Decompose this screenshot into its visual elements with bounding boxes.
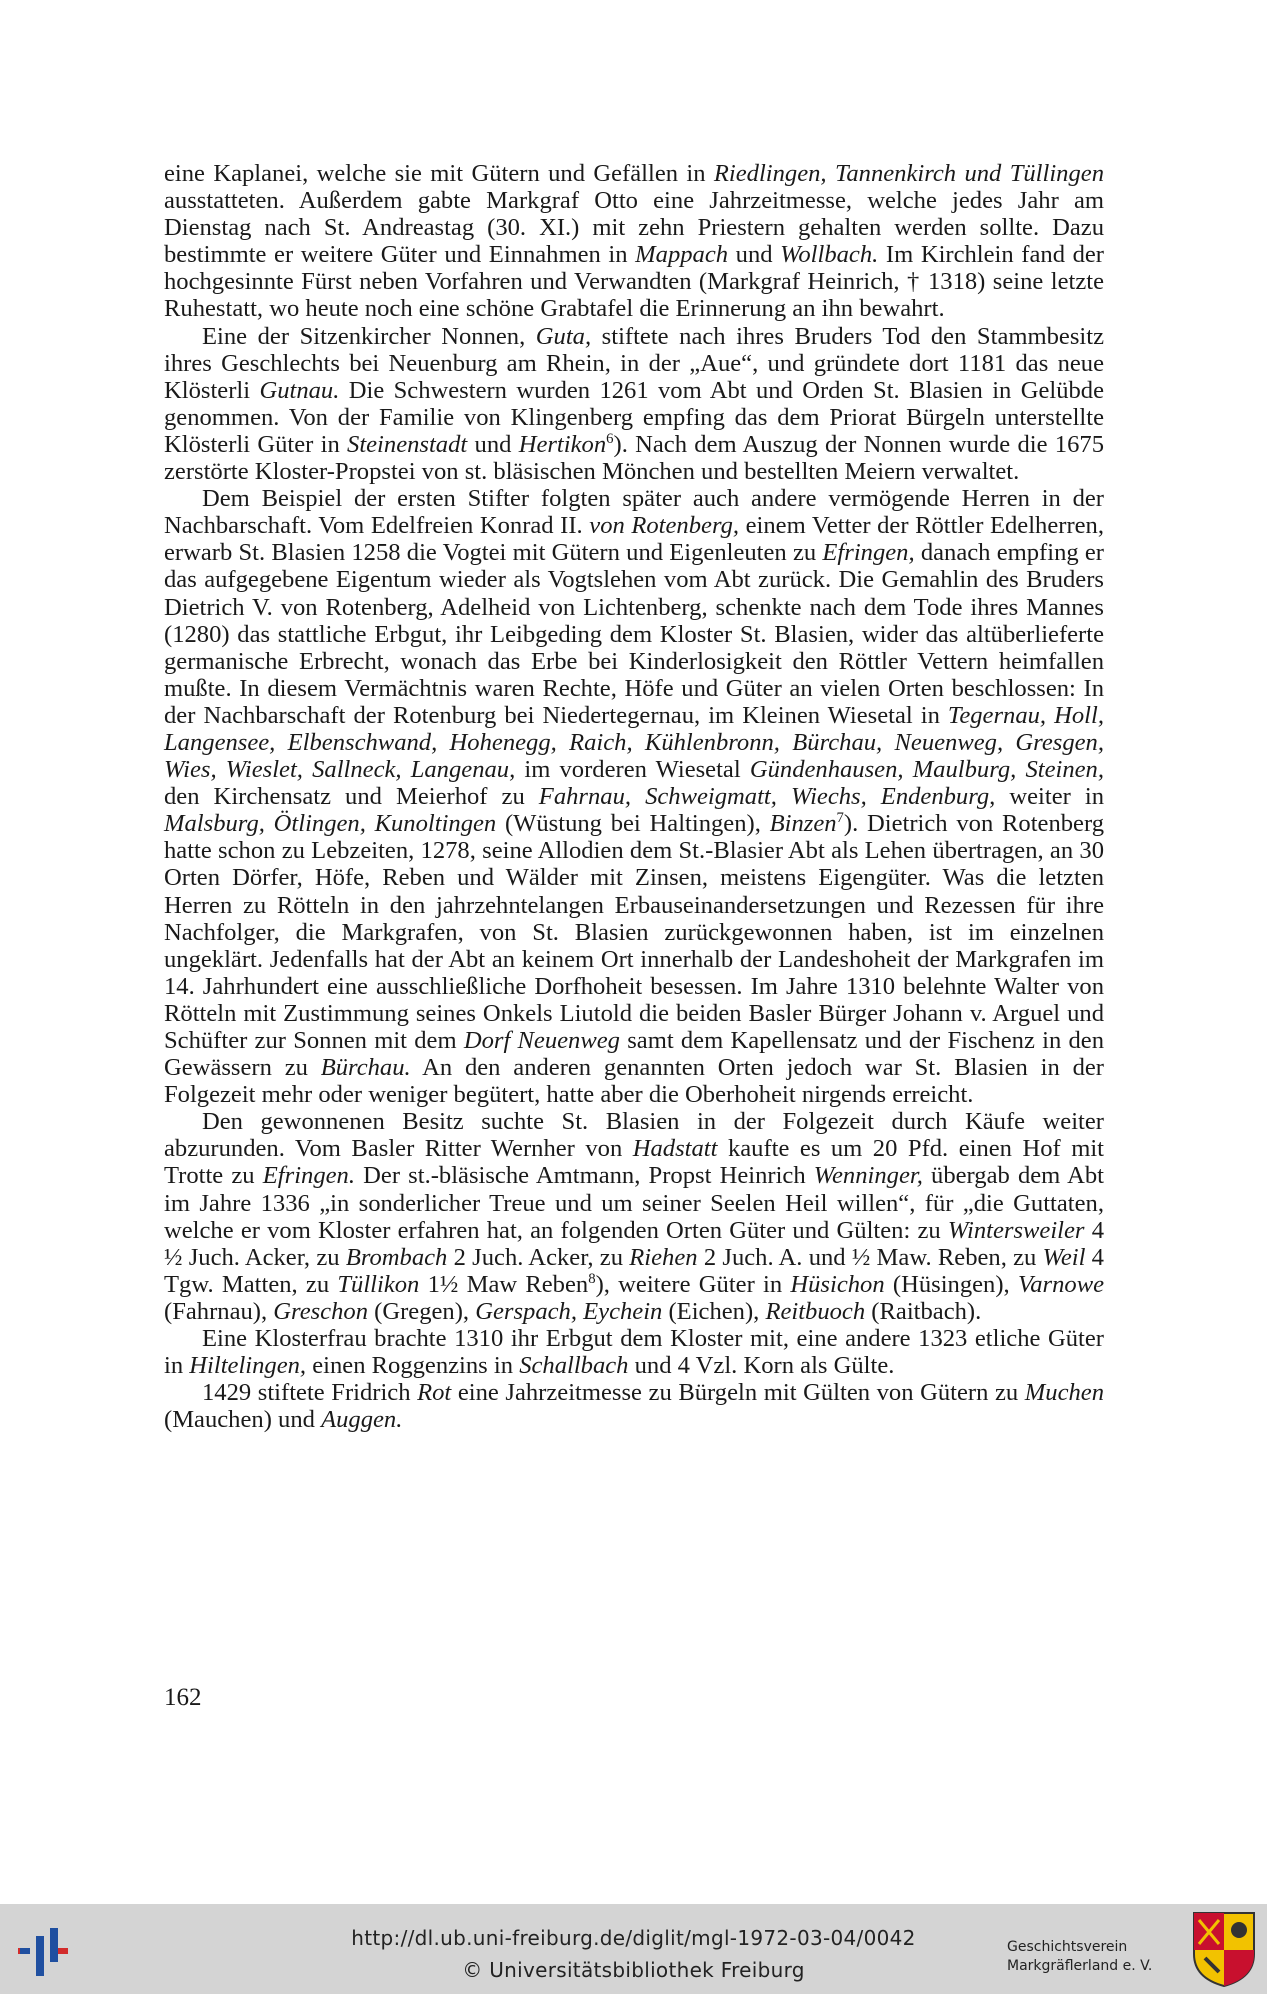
italic-text: Gerspach, Eychein: [475, 1297, 663, 1325]
italic-text: Hüsichon: [790, 1270, 885, 1298]
italic-text: Gutnau.: [259, 376, 340, 404]
footnote-marker: 7: [836, 810, 844, 827]
text-run: übergab dem Abt im Jahre 1336 „in sonderlicher Treue und um seiner Seelen Heil willen“, für „die Guttaten, welche er vom Kloster erfahren hat, an folgenden Orten Güter und Gülten: zu: [164, 1162, 1104, 1244]
italic-text: Riedlingen, Tannenkirch und Tüllingen: [713, 160, 1104, 187]
text-run: (Hüsingen),: [884, 1270, 1018, 1298]
italic-text: Rot: [417, 1379, 452, 1407]
text-run: im vorderen Wiesetal: [515, 756, 750, 784]
text-run: und: [728, 241, 781, 269]
italic-text: Schallbach: [519, 1352, 629, 1380]
italic-text: Riehen: [629, 1243, 698, 1271]
italic-text: Efringen.: [262, 1162, 355, 1190]
paragraph: [164, 1325, 1104, 1379]
italic-text: Tegernau, Holl, Langensee, Elbenschwand, Hohenegg, Raich, Kühlenbronn, Bürchau, Neuenweg, Gresgen, Wies, Wieslet, Sallneck, Langenau,: [164, 701, 1104, 784]
text-run: 2 Juch. A. und ½ Maw. Reben, zu: [697, 1243, 1043, 1271]
text-run: (Raitbach).: [865, 1297, 982, 1325]
italic-text: Muchen: [1024, 1379, 1104, 1407]
italic-text: Bürchau.: [320, 1054, 411, 1082]
text-run: weiter in: [995, 783, 1104, 811]
italic-text: Efringen,: [822, 539, 915, 567]
text-run: Im Kirchlein fand der hochgesinnte Fürst neben Vorfahren und Verwandten (Markgraf Heinrich, † 1318) seine letzte Ruhestatt, wo heute noch eine schöne Grabtafel die Erinnerung an ihn bewahrt.: [164, 241, 1104, 323]
text-run: 1½ Maw Reben: [419, 1270, 589, 1298]
italic-text: Gündenhausen, Maulburg, Steinen,: [749, 756, 1104, 784]
italic-text: Greschon: [273, 1297, 368, 1325]
text-run: den Kirchensatz und Meierhof zu: [164, 783, 539, 811]
footnote-marker: 8: [588, 1270, 596, 1287]
italic-text: Binzen: [769, 810, 837, 838]
italic-text: Hertikon: [518, 430, 607, 458]
text-run: (Eichen),: [662, 1297, 766, 1325]
italic-text: Hadstatt: [632, 1135, 718, 1163]
text-run: 2 Juch. Acker, zu: [447, 1243, 630, 1271]
italic-text: Malsburg, Ötlingen, Kunoltingen: [164, 810, 497, 838]
text-run: ). Nach dem Auszug der Nonnen wurde die 1675 zerstörte Kloster-Propstei von st. bläsischen Mönchen und bestellten Meiern verwaltet.: [164, 430, 1104, 486]
text-run: kaufte es um 20 Pfd. einen Hof mit Trotte zu: [164, 1135, 1104, 1190]
text-run: ausstatteten. Außerdem gabte Markgraf Otto eine Jahrzeitmesse, welche jedes Jahr am Dienstag nach St. Andreastag (30. XI.) mit zehn Priestern gehalten werden sollte. Dazu bestimmte er weitere Güter und Einnahmen in: [164, 187, 1104, 269]
text-run: Der st.-bläsische Amtmann, Propst Heinrich: [354, 1162, 814, 1190]
society-name-line1: Geschichtsverein: [1007, 1939, 1128, 1955]
society-name: [1007, 1938, 1177, 1976]
text-run: 4 ½ Juch. Acker, zu: [164, 1216, 1104, 1271]
text-run: eine Jahrzeitmesse zu Bürgeln mit Gülten von Gütern zu: [451, 1379, 1025, 1407]
text-run: (Wüstung bei Haltingen),: [496, 810, 770, 838]
paragraph: [164, 485, 1104, 1108]
text-run: und 4 Vzl. Korn als Gülte.: [628, 1352, 895, 1380]
text-run: 1429 stiftete Fridrich: [202, 1379, 418, 1407]
italic-text: Guta,: [535, 322, 592, 350]
italic-text: Mappach: [635, 241, 729, 269]
text-run: Die Schwestern wurden 1261 vom Abt und Orden St. Blasien in Gelübde genommen. Von der Familie von Klingenberg empfing das dem Priorat Bürgeln unterstellte Klösterli Güter in: [164, 376, 1105, 458]
italic-text: Hiltelingen,: [189, 1352, 307, 1380]
paragraph: [164, 1379, 1104, 1433]
text-run: (Fahrnau),: [164, 1297, 274, 1325]
text-run: (Gregen),: [368, 1297, 476, 1325]
footnote-marker: 6: [606, 430, 614, 447]
document-body: [164, 160, 1104, 1433]
text-run: ). Dietrich von Rotenberg hatte schon zu Lebzeiten, 1278, seine Allodien dem St.-Blasier Abt als Lehen übertragen, an 30 Orten Dörfer, Höfe, Reben und Wälder mit Zinsen, meistens Eigengüter. Was die letzten Herren zu Rötteln in den jahrzehntelangen Erbauseinandersetzungen und Rezessen für ihre Nachfolger, die Markgrafen, von St. Blasien zurückgewonnen haben, ist im einzelnen ungeklärt. Jedenfalls hat der Abt an keinem Ort innerhalb der Landeshoheit der Markgrafen im 14. Jahrhundert eine ausschließliche Dorfhoheit besessen. Im Jahre 1310 belehnte Walter von Rötteln mit Zustimmung seines Onkels Liutold die beiden Basler Bürger Johann v. Arguel und Schüfter zur Sonnen mit dem: [164, 810, 1104, 1054]
page-number: 162: [164, 1684, 202, 1711]
document-url-link[interactable]: http://dl.ub.uni-freiburg.de/diglit/mgl-1972-03-04/0042: [351, 1926, 916, 1950]
text-run: Eine Klosterfrau brachte 1310 ihr Erbgut dem Kloster mit, eine andere 1323 etliche Güter in: [164, 1325, 1104, 1380]
italic-text: Steinenstadt: [347, 430, 468, 458]
paragraph: [164, 323, 1104, 486]
italic-text: Wintersweiler: [947, 1216, 1085, 1244]
text-run: (Mauchen) und: [164, 1406, 322, 1434]
text-run: Eine der Sitzenkircher Nonnen,: [202, 322, 536, 350]
italic-text: Brombach: [345, 1243, 448, 1271]
text-run: ), weitere Güter in: [595, 1270, 791, 1298]
text-run: An den anderen genannten Orten jedoch war St. Blasien in der Folgezeit mehr oder weniger begütert, hatte aber die Oberhoheit nirgends erreicht.: [164, 1054, 1104, 1109]
text-run: danach empfing er das aufgegebene Eigentum wieder als Vogtslehen vom Abt zurück. Die Gemahlin des Bruders Dietrich V. von Rotenberg, Adelheid von Lichtenberg, schenkte nach dem Tode ihres Mannes (1280) das stattliche Erbgut, ihr Leibgeding dem Kloster St. Blasien, wider das altüberlieferte germanische Erbrecht, wonach das Erbe bei Kinderlosigkeit den Röttler Vettern heimfallen mußte. In diesem Vermächtnis waren Rechte, Höfe und Güter an vielen Orten beschlossen: In der Nachbarschaft der Rotenburg bei Niedertegernau, im Kleinen Wiesetal in: [164, 539, 1104, 729]
footer-bar: [0, 1904, 1267, 1994]
paragraph: [164, 160, 1104, 323]
text-run: Den gewonnenen Besitz suchte St. Blasien in der Folgezeit durch Käufe weiter abzurunden. Vom Basler Ritter Wernher von: [164, 1108, 1104, 1163]
italic-text: Dorf Neuenweg: [463, 1027, 620, 1054]
italic-text: Wenninger,: [813, 1162, 923, 1190]
society-crest-icon: [1191, 1910, 1257, 1988]
text-run: und: [467, 430, 519, 458]
text-run: eine Kaplanei, welche sie mit Gütern und Gefällen in: [164, 160, 714, 187]
text-run: stiftete nach ihres Bruders Tod den Stammbesitz ihres Geschlechts bei Neuenburg am Rhein, in der „Aue“, und gründete dort 1181 das neue Klösterli: [164, 322, 1104, 404]
text-run: samt dem Kapellensatz und der Fischenz in den Gewässern zu: [164, 1027, 1104, 1082]
text-run: einen Roggenzins in: [306, 1352, 520, 1380]
italic-text: Fahrnau, Schweigmatt, Wiechs, Endenburg,: [538, 783, 996, 811]
paragraph: [164, 1108, 1104, 1325]
text-run: einem Vetter der Röttler Edelherren, erwarb St. Blasien 1258 die Vogtei mit Gütern und Eigenleuten zu: [164, 512, 1104, 567]
italic-text: Reitbuoch: [765, 1297, 866, 1325]
society-name-line2: Markgräflerland e. V.: [1007, 1958, 1153, 1974]
text-run: 4 Tgw. Matten, zu: [164, 1243, 1104, 1298]
italic-text: von Rotenberg,: [589, 512, 740, 540]
italic-text: Wollbach.: [780, 241, 879, 269]
italic-text: Auggen.: [321, 1406, 403, 1434]
text-run: Dem Beispiel der ersten Stifter folgten später auch andere vermögende Herren in der Nachbarschaft. Vom Edelfreien Konrad II.: [164, 485, 1104, 540]
italic-text: Tüllikon: [337, 1270, 420, 1298]
italic-text: Varnowe: [1017, 1270, 1105, 1298]
copyright-notice: © Universitätsbibliothek Freiburg: [462, 1958, 805, 1982]
italic-text: Weil: [1042, 1243, 1086, 1271]
